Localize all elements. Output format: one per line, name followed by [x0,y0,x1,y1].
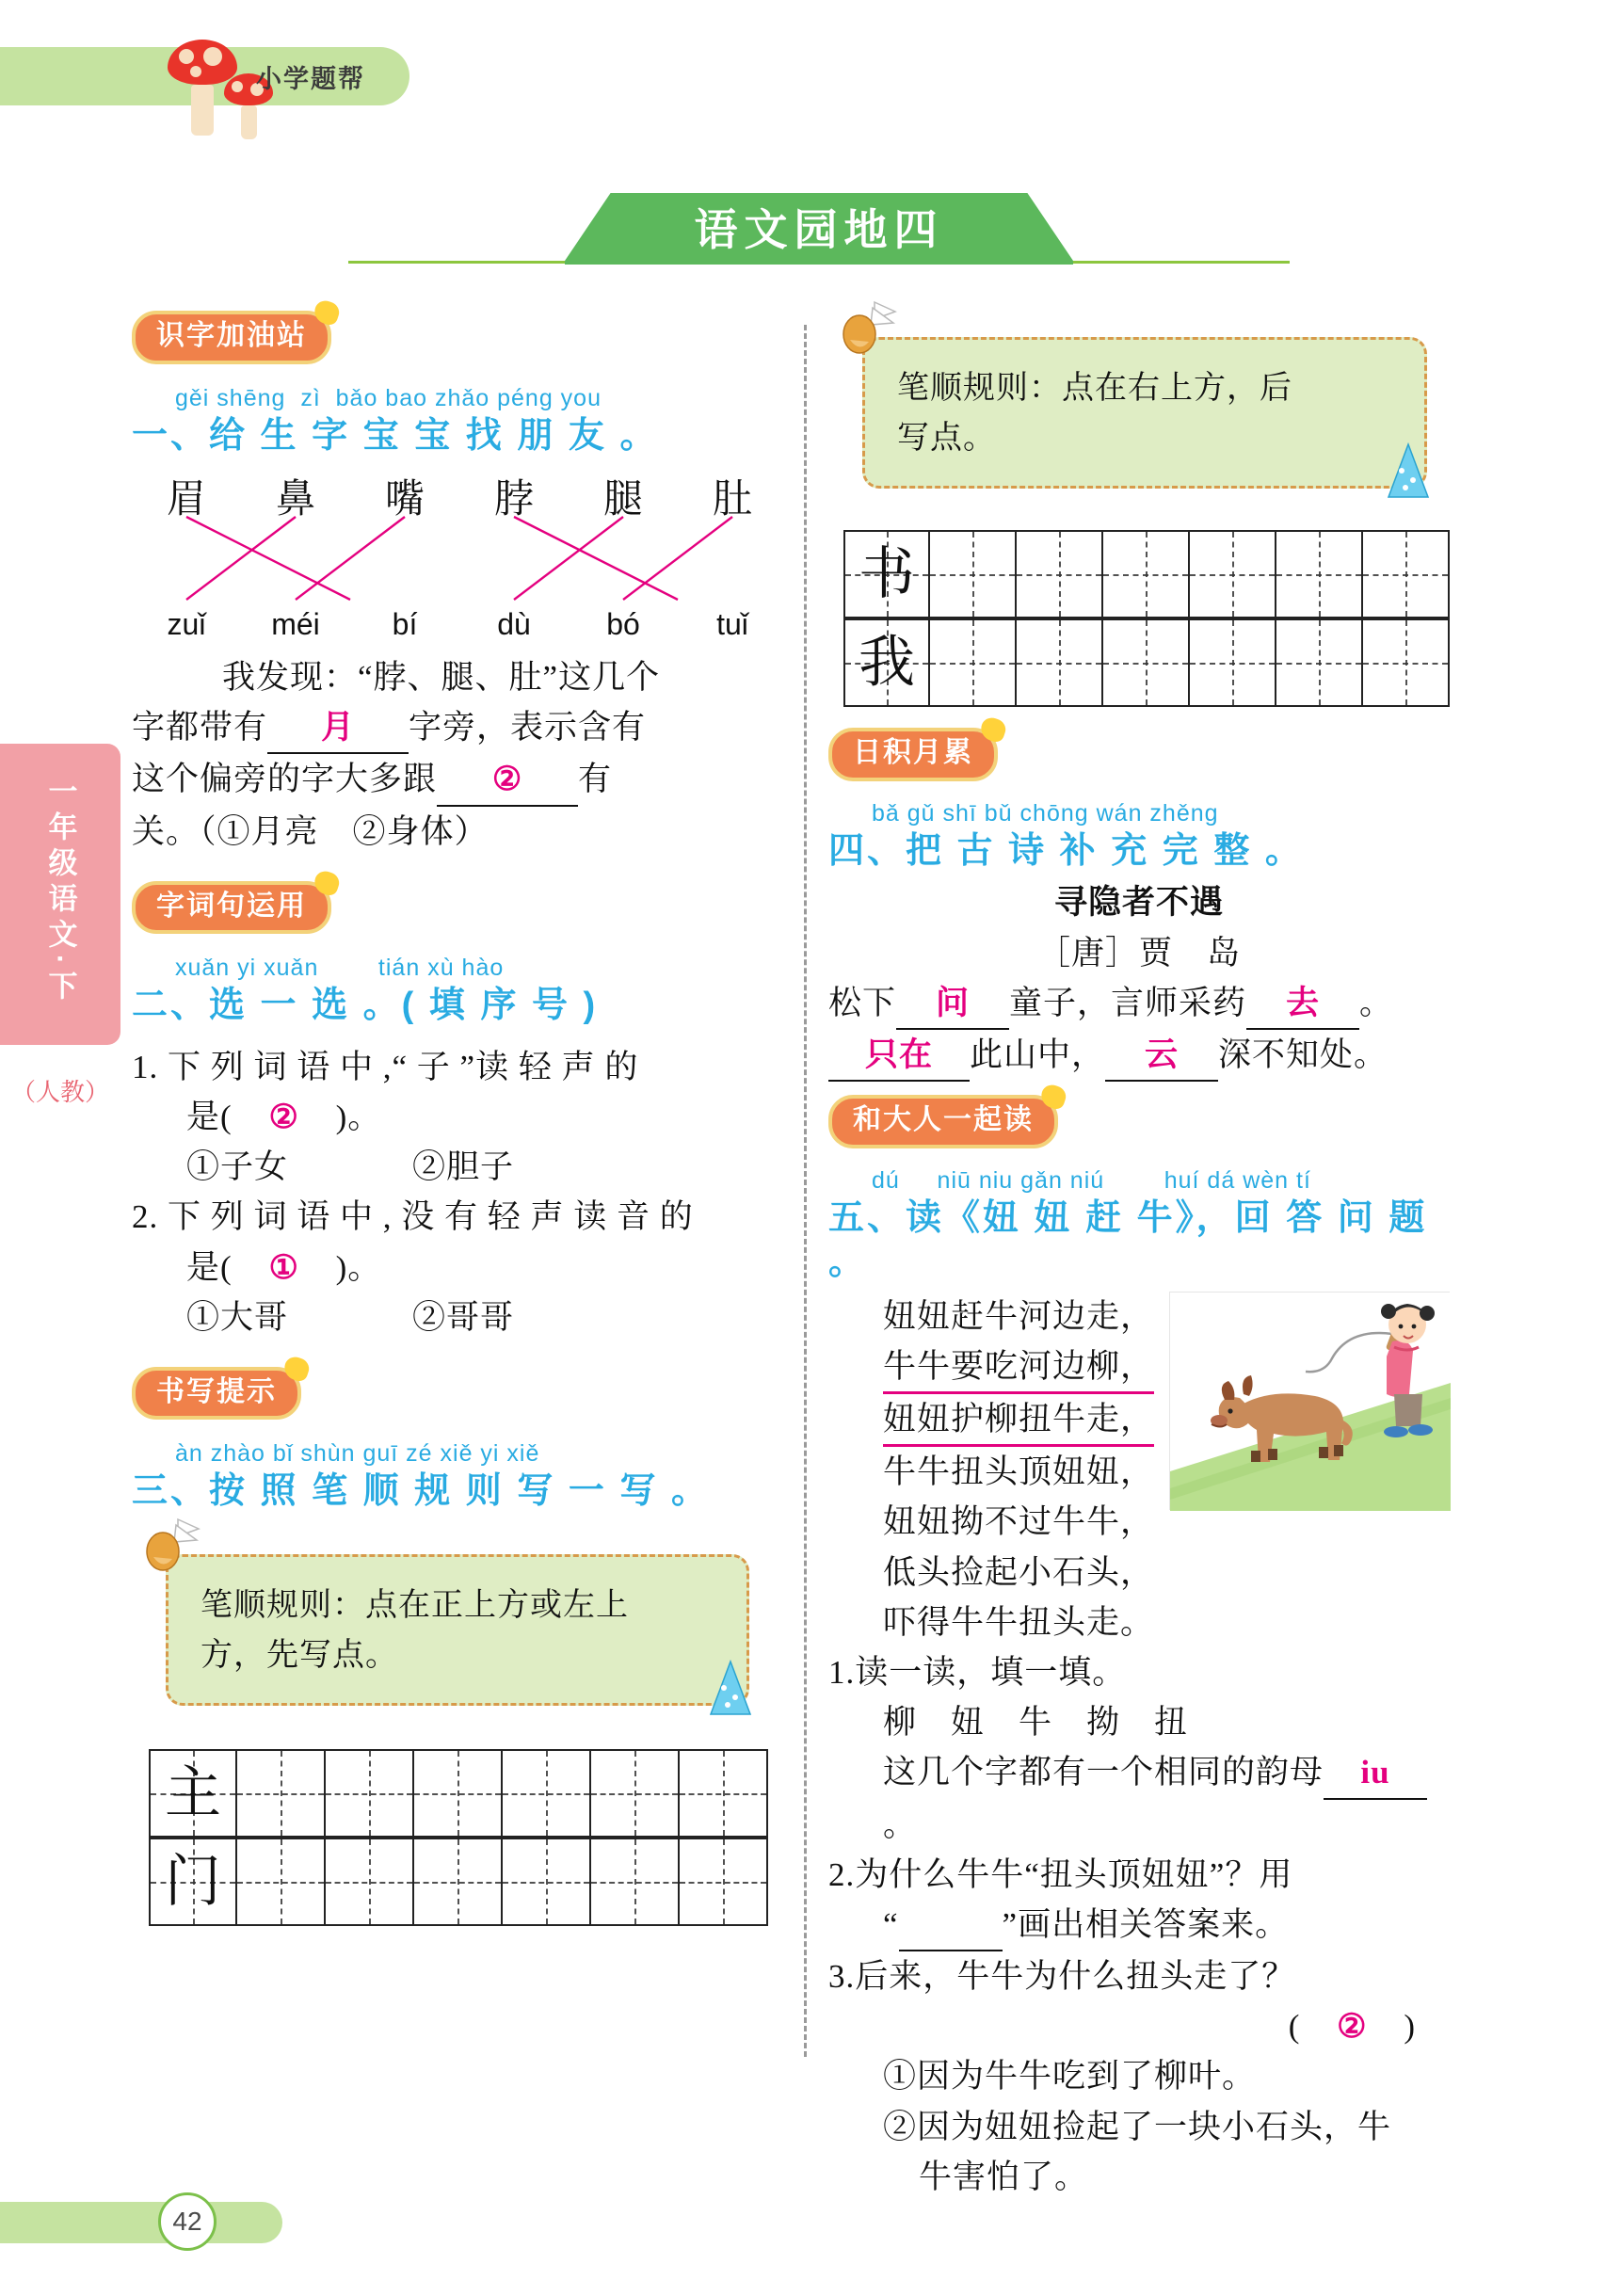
story-line [828,1548,1164,1598]
writing-cell [149,1749,237,1838]
story-q3-number: 3. [828,1958,856,1996]
writing-grid-char: 门 [165,1851,221,1914]
story-line-text: 妞妞拗不过牛牛， [883,1503,1155,1541]
story-q3-answer-line [828,2001,1450,2051]
writing-cell[interactable] [237,1749,326,1838]
poem-line-2 [828,1030,1450,1082]
question-2-number: 2. [132,1198,159,1236]
question-2-prefix: 是( [186,1248,233,1286]
writing-cell[interactable] [326,1749,414,1838]
story-q1-fill-a: 这几个字都有一个相同的韵母 [883,1754,1324,1791]
title-rule-left [348,261,567,264]
writing-cell[interactable] [1103,618,1190,707]
question-1-option-b[interactable]: ②胆子 [412,1148,515,1186]
brush-icon [140,1516,206,1585]
note-left-line-1: 笔顺规则：点在正上方或左上 [201,1587,629,1623]
story-line-text: 低头捡起小石头， [883,1553,1155,1591]
char-cell: 嘴 [384,478,425,522]
story-q2-number: 2. [828,1855,856,1893]
question-1-options [132,1142,791,1192]
poem-line-1-c: 。 [1359,984,1394,1021]
title-underline [565,261,1073,265]
grade-side-tab [0,744,120,1045]
char-cell: 肚 [712,478,752,522]
writing-grid-char: 我 [859,632,916,695]
story-q1-number: 1. [828,1653,856,1691]
writing-grid-left[interactable] [149,1749,791,1926]
heading-section4: 四、把 古 诗 补 充 完 整 。 [828,830,1304,871]
brand-label: 小学题帮 [256,65,365,93]
writing-cell[interactable] [1103,530,1190,618]
pinyin-cell: bí [392,607,418,641]
discovery-text-c: 这个偏旁的字大多跟 [132,761,438,798]
char-cell: 鼻 [275,478,315,522]
poem-answer-4[interactable]: 云 [1105,1030,1218,1082]
story-q2-blank[interactable] [899,1900,1003,1951]
pinyin-cell: dù [497,607,531,641]
story-question-1 [828,1647,1450,1697]
writing-cell[interactable] [326,1838,414,1926]
publisher-label: （人教） [10,1078,109,1106]
poem-answer-1[interactable]: 问 [896,978,1009,1030]
writing-cell [843,530,930,618]
char-cell: 眉 [166,478,206,522]
note-box-left [166,1554,749,1706]
discovery-line-2 [132,702,791,754]
grade-side-tab-label: 一年级语文·下 [43,776,77,1007]
story-q3-option-1[interactable]: ①因为牛牛吃到了柳叶。 [883,2058,1257,2095]
story-q3-answer[interactable]: ② [1337,2008,1368,2046]
poem-line-1-a: 松下 [828,984,897,1021]
party-hat-icon [703,1660,758,1722]
story-line-text: 妞妞赶牛河边走， [883,1297,1155,1335]
question-2-option-a[interactable]: ①大哥 [186,1298,289,1336]
discovery-answer-1[interactable]: 月 [267,702,409,754]
story-q1-text: 读一读，填一填。 [855,1653,1127,1691]
writing-grid-row[interactable] [149,1838,791,1926]
writing-grid-row[interactable] [843,618,1450,707]
pinyin-cell: tuǐ [716,607,748,641]
poem-line-2-a: 此山中， [970,1036,1106,1073]
heading-section5: 五、读《妞 妞 赶 牛》，回 答 问 题 。 [828,1197,1428,1283]
heading-section1: 一、给 生 字 宝 宝 找 朋 友 。 [132,415,659,456]
question-1-prefix: 是( [186,1098,233,1135]
writing-cell[interactable] [414,1749,503,1838]
discovery-line-4: 关。（①月亮 ②身体） [132,812,489,850]
question-1-answer-line [132,1092,791,1142]
question-1-text: 下 列 词 语 中 ,“ 子 ”读 轻 声 的 [168,1048,639,1085]
match-lines [132,506,791,609]
story-line-text: 吓得牛牛扭头走。 [883,1603,1155,1641]
left-column [132,311,791,1926]
writing-cell[interactable] [1017,618,1103,707]
writing-cell[interactable] [237,1838,326,1926]
story-line [828,1341,1164,1394]
poem-line-1-b: 童子，言师采药 [1009,984,1247,1021]
discovery-text-a: 字都带有 [132,709,268,747]
pinyin-section5: dú niū niu gǎn niú huí dá wèn tí [872,1166,1311,1194]
badge-shizi-jiayouzhan: 识字加油站 [132,311,331,364]
story-block [828,1292,1450,1647]
story-q3-bracket-open: ( [1288,2008,1301,2046]
right-column [828,311,1450,2202]
writing-cell[interactable] [503,1838,591,1926]
writing-cell[interactable] [1363,530,1450,618]
question-2-option-b[interactable]: ②哥哥 [412,1298,515,1336]
story-line [828,1394,1164,1447]
note-box-right [862,337,1427,489]
story-q1-answer[interactable]: iu [1324,1747,1427,1799]
footer-banner [0,2202,282,2243]
story-line [828,1447,1164,1497]
writing-cell[interactable] [680,1838,768,1926]
writing-cell[interactable] [680,1749,768,1838]
badge-hedarenyiqidu: 和大人一起读 [828,1095,1058,1148]
discovery-text-b: 字旁，表示含有 [409,709,647,747]
page-title [565,193,1073,261]
story-question-2 [828,1850,1450,1900]
writing-cell[interactable] [1363,618,1450,707]
heading-section3: 三、按 照 笔 顺 规 则 写 一 写 。 [132,1471,711,1512]
badge-zicijuyunyong: 字词句运用 [132,881,331,935]
poem-line-1 [828,978,1450,1030]
writing-cell[interactable] [930,530,1017,618]
discovery-answer-2[interactable]: ② [437,754,578,806]
story-question-3 [828,1951,1450,2001]
discovery-line-3 [132,754,791,806]
question-1-option-a[interactable]: ①子女 [186,1148,289,1186]
page-number: 42 [158,2192,217,2251]
question-1-answer[interactable]: ② [268,1098,299,1135]
brush-icon [837,298,903,368]
poem-answer-2[interactable]: 去 [1246,978,1359,1030]
writing-cell[interactable] [503,1749,591,1838]
column-divider [804,325,807,2057]
story-q1-fill-b: 。 [883,1806,918,1843]
party-hat-icon [1381,442,1436,505]
story-q2-quote-open: “ [883,1905,899,1943]
pinyin-section3: àn zhào bǐ shùn guī zé xiě yi xiě [175,1440,540,1468]
poem-line-2-b: 深不知处。 [1218,1036,1388,1073]
pinyin-cell: méi [271,607,320,641]
writing-cell[interactable] [414,1838,503,1926]
girl-herding-cow-illustration [1169,1292,1450,1510]
heading-section2: 二、选 一 选 。( 填 序 号 ) [132,986,599,1026]
poem-answer-3[interactable]: 只在 [828,1030,970,1082]
story-q3-option-2-cont: 牛害怕了。 [919,2158,1089,2195]
writing-cell [149,1838,237,1926]
story-line-text: 妞妞护柳扭牛走， [883,1394,1154,1447]
discovery-text-d: 有 [578,761,613,798]
writing-cell [843,618,930,707]
story-line-text: 牛牛扭头顶妞妞， [883,1453,1155,1491]
pinyin-section2: xuǎn yi xuǎn tián xù hào [175,955,505,982]
question-1 [132,1042,791,1092]
writing-cell[interactable] [1190,618,1276,707]
writing-grid-char: 主 [165,1762,221,1825]
pinyin-row [132,607,791,642]
poem-author: ［唐］贾 岛 [1036,934,1241,971]
question-2-answer[interactable]: ① [268,1248,299,1286]
writing-cell[interactable] [591,1838,680,1926]
writing-grid-char: 书 [859,543,916,606]
badge-rijiyuelei: 日积月累 [828,728,998,781]
story-q2-line-1: 为什么牛牛“扭头顶妞妞”？用 [855,1855,1293,1893]
pinyin-section1: gěi shēng zì bǎo bao zhǎo péng you [175,384,602,411]
question-2-suffix: )。 [335,1248,382,1286]
question-1-suffix: )。 [335,1098,382,1135]
char-match-exercise[interactable] [132,468,791,647]
note-left-line-2: 方，先写点。 [201,1637,398,1673]
discovery-line-1: 我发现：“脖、腿、肚”这几个 [222,659,661,696]
writing-cell[interactable] [1017,530,1103,618]
writing-grid-right[interactable] [843,530,1450,707]
question-2-options [132,1293,791,1342]
story-line [828,1497,1164,1547]
story-line-text: 牛牛要吃河边柳， [883,1341,1154,1394]
writing-cell[interactable] [1276,530,1363,618]
char-cell: 脖 [493,478,534,522]
title-rule-right [1071,261,1290,264]
story-q1-chars: 柳 妞 牛 拗 扭 [883,1704,1189,1742]
question-1-number: 1. [132,1048,159,1085]
poem-title: 寻隐者不遇 [1053,884,1224,922]
badge-shuxietishi: 书写提示 [132,1367,301,1421]
story-q2-quote-close: ”画出相关答案来。 [1002,1905,1290,1943]
story-q2-line-2 [828,1900,1450,1951]
note-right-line-2: 写点。 [897,420,996,456]
story-q3-text: 后来，牛牛为什么扭头走了？ [855,1958,1296,1996]
writing-grid-row[interactable] [843,530,1450,618]
story-line [828,1598,1164,1647]
writing-cell[interactable] [1190,530,1276,618]
note-right-line-1: 笔顺规则：点在右上方，后 [897,371,1292,406]
question-2-text: 下 列 词 语 中 , 没 有 轻 声 读 音 的 [168,1198,694,1236]
story-line [828,1292,1164,1341]
pinyin-section4: bǎ gǔ shī bǔ chōng wán zhěng [872,799,1219,827]
page-title-label: 语文园地四 [694,205,944,254]
char-cell: 腿 [602,478,643,522]
writing-cell[interactable] [1276,618,1363,707]
question-2-answer-line [132,1243,791,1293]
pinyin-cell: zuǐ [167,607,206,641]
question-2 [132,1192,791,1242]
story-q1-fill [828,1747,1450,1849]
pinyin-cell: bó [606,607,640,641]
writing-grid-row[interactable] [149,1749,791,1838]
story-q3-bracket-close: ) [1404,2008,1416,2046]
writing-cell[interactable] [930,618,1017,707]
story-q3-option-2[interactable]: ②因为妞妞捡起了一块小石头，牛 [883,2108,1392,2145]
writing-cell[interactable] [591,1749,680,1838]
